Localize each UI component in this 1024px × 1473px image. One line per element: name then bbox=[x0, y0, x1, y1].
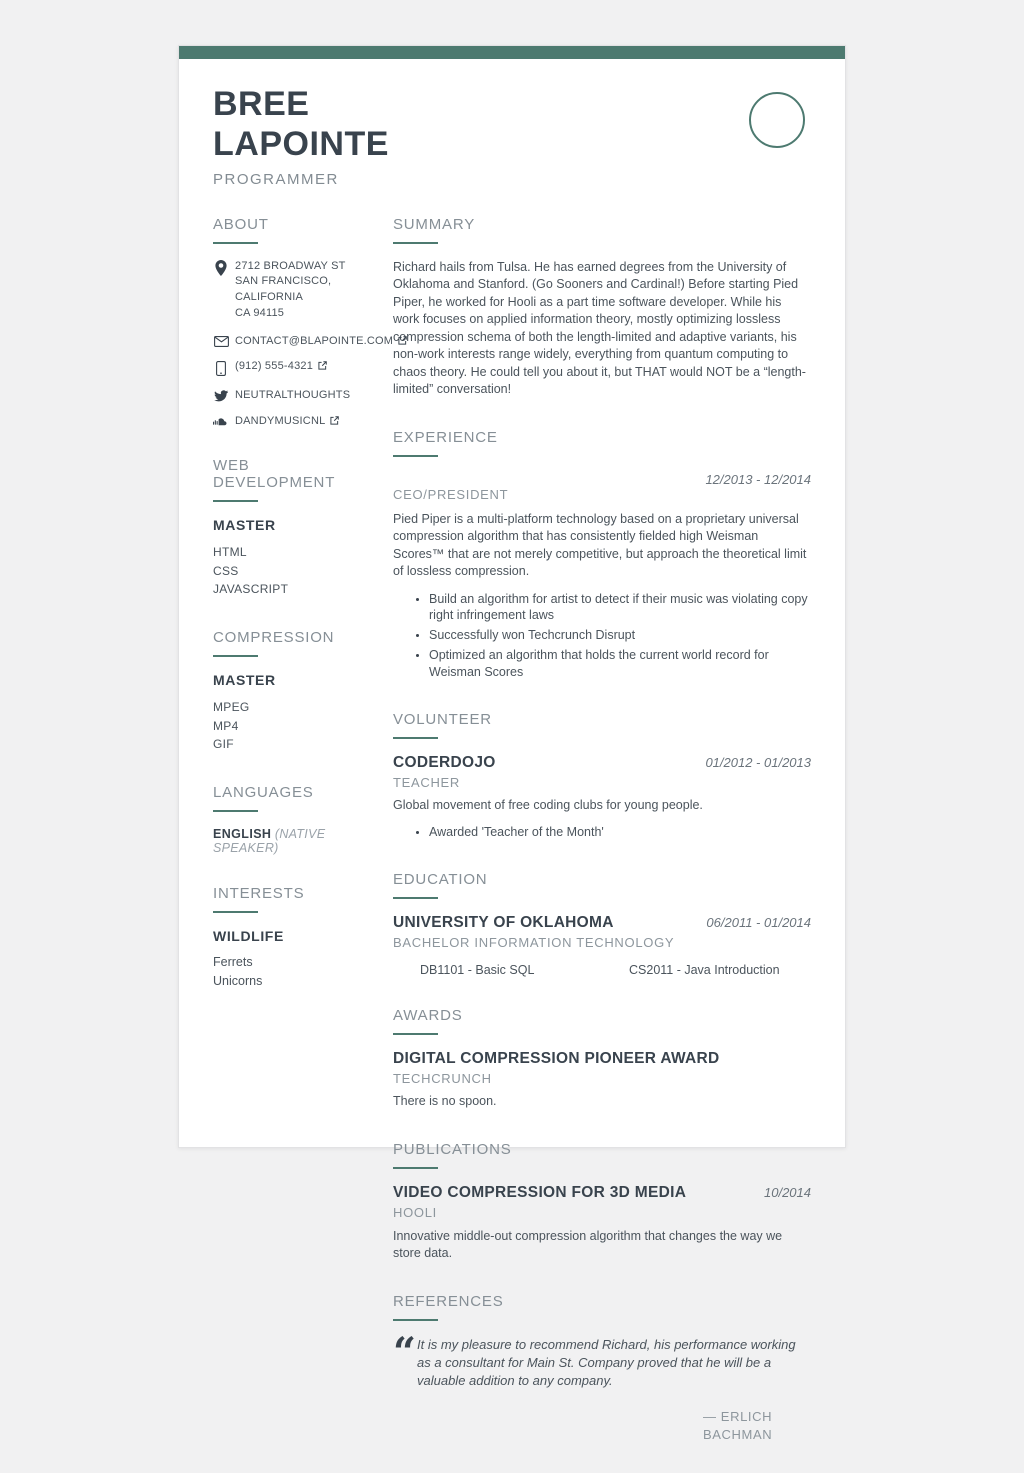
experience-bullet-list bbox=[393, 591, 811, 681]
main-column bbox=[393, 216, 811, 1473]
interest-category: WILDLIFE bbox=[213, 927, 284, 944]
volunteer-bullet: • Awarded 'Teacher of the Month' bbox=[429, 824, 811, 841]
volunteer-description: Global movement of free coding clubs for young people. bbox=[393, 797, 703, 812]
skill-group-heading: WEB DEVELOPMENT bbox=[213, 457, 359, 502]
skill-item: CSS bbox=[213, 563, 239, 578]
languages-heading: LANGUAGES bbox=[213, 784, 359, 812]
avatar-placeholder bbox=[749, 92, 805, 148]
interest-item: Unicorns bbox=[213, 973, 263, 988]
skill-item: MP4 bbox=[213, 718, 239, 733]
section-languages bbox=[213, 784, 359, 855]
twitter-icon bbox=[213, 389, 229, 402]
section-about bbox=[213, 215, 394, 428]
education-date: 06/2011 - 01/2014 bbox=[706, 915, 811, 931]
phone-link[interactable]: (912) 555-4321 bbox=[235, 360, 327, 376]
award-entry bbox=[393, 1050, 811, 1111]
phone-row bbox=[213, 360, 359, 376]
education-heading: EDUCATION bbox=[393, 871, 811, 899]
address-row bbox=[213, 259, 359, 323]
education-school: UNIVERSITY OF OKLAHOMA bbox=[393, 914, 614, 932]
twitter-link[interactable]: NEUTRALTHOUGHTS bbox=[235, 389, 351, 402]
publication-publisher: HOOLI bbox=[393, 1204, 437, 1220]
reference-quote: It is my pleasure to recommend Richard, his performance working as a consultant for Main St. Company proved that he will be a valuable addition to any company. bbox=[417, 1336, 796, 1389]
external-link-icon bbox=[330, 416, 339, 425]
section-summary bbox=[393, 216, 811, 399]
education-course: CS2011 - Java Introduction bbox=[629, 963, 780, 978]
section-experience bbox=[393, 429, 811, 681]
publications-heading: PUBLICATIONS bbox=[393, 1141, 811, 1169]
candidate-name bbox=[213, 85, 805, 165]
accent-top-bar bbox=[179, 46, 845, 59]
soundcloud-icon bbox=[213, 415, 229, 427]
publication-entry bbox=[393, 1184, 811, 1263]
awards-heading: AWARDS bbox=[393, 1007, 811, 1035]
skill-level: MASTER bbox=[213, 517, 276, 534]
content-columns bbox=[179, 202, 845, 1473]
skill-group-heading: COMPRESSION bbox=[213, 629, 359, 657]
section-publications bbox=[393, 1141, 811, 1263]
volunteer-date: 01/2012 - 01/2013 bbox=[705, 754, 811, 770]
phone-icon bbox=[213, 360, 229, 376]
twitter-row bbox=[213, 389, 359, 402]
experience-entry bbox=[393, 472, 811, 681]
address-text: 2712 BROADWAY ST SAN FRANCISCO, CALIFORNIA CA 94115 bbox=[235, 259, 346, 320]
summary-heading: SUMMARY bbox=[393, 216, 811, 244]
summary-text: Richard hails from Tulsa. He has earned degrees from the University of Oklahoma and Stanford. (Go Sooners and Cardinal!) Before starting Pied Piper, he worked for Hooli as a part time software developer. While his work focuses on applied information theory, mostly optimizing lossless compression schema of both the length-limited and adaptive variants, his non-work interests range widely, everything from quantum computing to chaos theory. He could tell you about it, but THAT would NOT be a “length-limited” conversation! bbox=[393, 259, 806, 397]
skill-item: JAVASCRIPT bbox=[213, 582, 289, 597]
external-link-icon bbox=[318, 361, 327, 370]
language-name: ENGLISH bbox=[213, 826, 272, 841]
volunteer-bullet-list bbox=[393, 824, 811, 841]
map-pin-icon bbox=[213, 259, 229, 323]
award-title: DIGITAL COMPRESSION PIONEER AWARD bbox=[393, 1050, 720, 1068]
job-title: PROGRAMMER bbox=[213, 170, 339, 188]
soundcloud-link[interactable]: DANDYMUSICNL bbox=[235, 415, 339, 427]
email-row bbox=[213, 335, 394, 348]
skill-item: GIF bbox=[213, 737, 234, 752]
experience-description: Pied Piper is a multi-platform technology based on a proprietary universal compression algorithm that has consistently fielded high Weisman Scores™ that are not merely competitive, but approach the theoretical limit of lossless compression. bbox=[393, 511, 807, 579]
award-description: There is no spoon. bbox=[393, 1094, 497, 1109]
section-volunteer bbox=[393, 711, 811, 841]
email-link[interactable]: CONTACT@BLAPOINTE.COM bbox=[235, 335, 407, 347]
section-interests bbox=[213, 885, 359, 991]
reference-attribution: — ERLICH BACHMAN bbox=[703, 1409, 773, 1442]
quote-icon: “ bbox=[393, 1328, 417, 1376]
experience-bullet: • Build an algorithm for artist to detect if their music was violating copy right infringement laws bbox=[429, 591, 811, 625]
volunteer-role: TEACHER bbox=[393, 774, 461, 790]
experience-role: CEO/PRESIDENT bbox=[393, 486, 509, 502]
first-name: BREE bbox=[213, 85, 310, 123]
education-course: DB1101 - Basic SQL bbox=[420, 963, 535, 978]
interests-heading: INTERESTS bbox=[213, 885, 359, 913]
skill-level: MASTER bbox=[213, 672, 276, 689]
volunteer-entry bbox=[393, 754, 811, 841]
section-skill-group-compression bbox=[213, 629, 359, 754]
publication-title: VIDEO COMPRESSION FOR 3D MEDIA bbox=[393, 1183, 687, 1201]
resume-header bbox=[179, 59, 845, 202]
experience-bullet: • Successfully won Techcrunch Disrupt bbox=[429, 627, 811, 644]
references-heading: REFERENCES bbox=[393, 1293, 811, 1321]
external-link-icon bbox=[398, 336, 407, 345]
last-name: LAPOINTE bbox=[213, 124, 389, 163]
education-entry bbox=[393, 914, 811, 977]
section-skill-group-web bbox=[213, 457, 359, 599]
experience-bullet: • Optimized an algorithm that holds the current world record for Weisman Scores bbox=[429, 647, 811, 681]
award-issuer: TECHCRUNCH bbox=[393, 1071, 492, 1087]
resume-page bbox=[178, 45, 846, 1442]
language-note: (NATIVE SPEAKER) bbox=[213, 826, 326, 855]
volunteer-heading: VOLUNTEER bbox=[393, 711, 811, 739]
volunteer-org: CODERDOJO bbox=[393, 753, 496, 771]
soundcloud-row bbox=[213, 415, 359, 427]
experience-date: 12/2013 - 12/2014 bbox=[705, 471, 811, 487]
reference-entry bbox=[393, 1328, 811, 1444]
experience-heading: EXPERIENCE bbox=[393, 429, 811, 457]
publication-description: Innovative middle-out compression algorithm that changes the way we store data. bbox=[393, 1228, 783, 1261]
about-heading: ABOUT bbox=[213, 216, 359, 244]
skill-item: HTML bbox=[213, 545, 247, 560]
interest-item: Ferrets bbox=[213, 954, 253, 969]
sidebar-column bbox=[213, 215, 394, 1473]
education-courses bbox=[393, 963, 811, 977]
section-awards bbox=[393, 1007, 811, 1111]
language-entry bbox=[213, 827, 359, 855]
section-references bbox=[393, 1293, 811, 1444]
envelope-icon bbox=[213, 335, 229, 347]
publication-date: 10/2014 bbox=[764, 1184, 811, 1200]
skill-item: MPEG bbox=[213, 700, 250, 715]
section-education bbox=[393, 871, 811, 977]
education-degree: BACHELOR INFORMATION TECHNOLOGY bbox=[393, 935, 675, 951]
